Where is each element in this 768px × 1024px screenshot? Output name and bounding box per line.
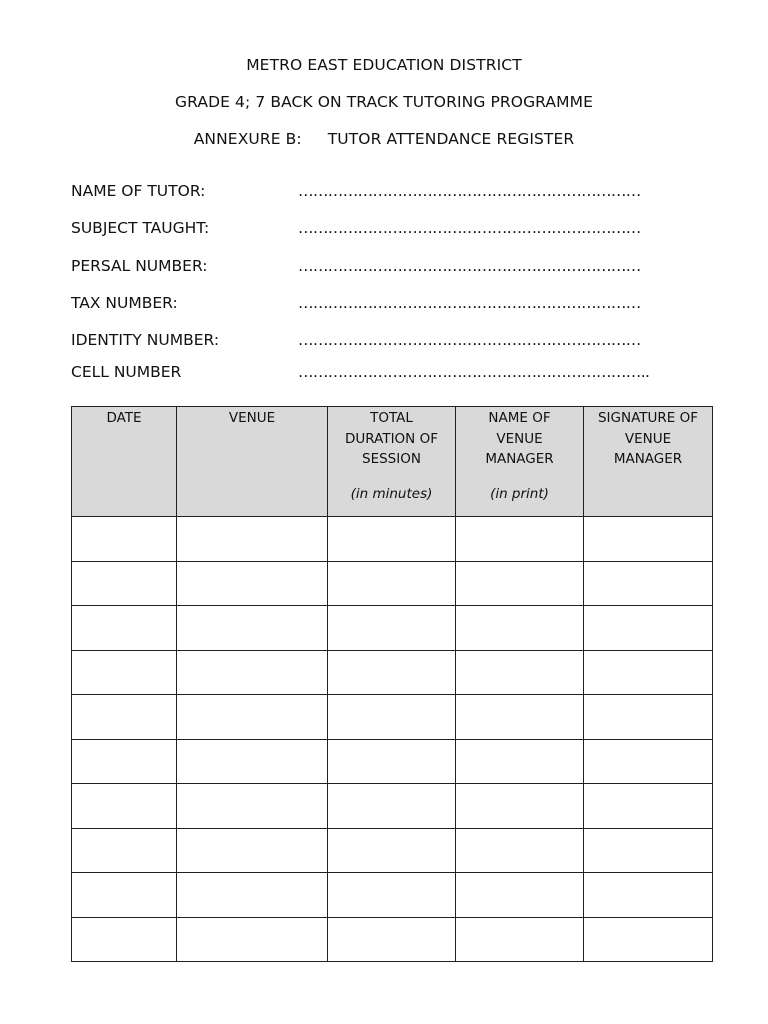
- cell-venue[interactable]: [177, 784, 328, 829]
- cell-venue[interactable]: [177, 739, 328, 784]
- cell-duration[interactable]: [328, 917, 456, 962]
- column-header-label: DATE: [106, 410, 142, 426]
- cell-duration[interactable]: [328, 739, 456, 784]
- cell-venue[interactable]: [177, 828, 328, 873]
- field-label: SUBJECT TAUGHT:: [71, 219, 210, 237]
- column-header-label: TOTAL DURATION OF SESSION: [345, 410, 438, 467]
- cell-manager-signature[interactable]: [584, 873, 713, 918]
- field-blank-line[interactable]: ……………………………………………………………: [298, 257, 641, 275]
- cell-duration[interactable]: [328, 606, 456, 651]
- field-tax-number: [71, 294, 641, 316]
- attendance-register-table: [71, 406, 713, 962]
- cell-manager-signature[interactable]: [584, 739, 713, 784]
- cell-date[interactable]: [72, 917, 177, 962]
- table-row: [72, 606, 713, 651]
- field-name-of-tutor: [71, 182, 641, 204]
- column-header-venue: [177, 407, 328, 517]
- cell-manager-signature[interactable]: [584, 606, 713, 651]
- cell-date[interactable]: [72, 695, 177, 740]
- register-title: TUTOR ATTENDANCE REGISTER: [327, 130, 575, 148]
- field-label: IDENTITY NUMBER:: [71, 331, 220, 349]
- cell-date[interactable]: [72, 517, 177, 562]
- cell-duration[interactable]: [328, 650, 456, 695]
- field-blank-line[interactable]: ……………………………………………………………: [298, 182, 641, 200]
- field-blank-line[interactable]: ……………………………………………………………: [298, 294, 641, 312]
- cell-manager-name[interactable]: [456, 917, 584, 962]
- column-header-note: (in minutes): [350, 485, 433, 502]
- programme-title: GRADE 4; 7 BACK ON TRACK TUTORING PROGRAMME: [175, 93, 593, 111]
- cell-venue[interactable]: [177, 650, 328, 695]
- cell-duration[interactable]: [328, 873, 456, 918]
- cell-venue[interactable]: [177, 517, 328, 562]
- cell-manager-signature[interactable]: [584, 695, 713, 740]
- table-row: [72, 650, 713, 695]
- column-header-manager-signature: [584, 407, 713, 517]
- cell-manager-signature[interactable]: [584, 784, 713, 829]
- cell-manager-name[interactable]: [456, 517, 584, 562]
- cell-duration[interactable]: [328, 561, 456, 606]
- cell-manager-name[interactable]: [456, 828, 584, 873]
- column-header-label: VENUE: [228, 410, 276, 426]
- cell-manager-name[interactable]: [456, 561, 584, 606]
- cell-manager-signature[interactable]: [584, 561, 713, 606]
- cell-manager-signature[interactable]: [584, 917, 713, 962]
- table-row: [72, 739, 713, 784]
- field-label: TAX NUMBER:: [71, 294, 178, 312]
- cell-date[interactable]: [72, 561, 177, 606]
- cell-manager-signature[interactable]: [584, 517, 713, 562]
- district-title: METRO EAST EDUCATION DISTRICT: [246, 56, 522, 74]
- cell-manager-name[interactable]: [456, 606, 584, 651]
- field-blank-line[interactable]: ……………………………………………………………: [298, 331, 641, 349]
- column-header-label: SIGNATURE OF VENUE MANAGER: [597, 410, 699, 467]
- cell-date[interactable]: [72, 739, 177, 784]
- cell-venue[interactable]: [177, 561, 328, 606]
- cell-venue[interactable]: [177, 695, 328, 740]
- table-row: [72, 695, 713, 740]
- cell-manager-name[interactable]: [456, 695, 584, 740]
- table-row: [72, 784, 713, 829]
- cell-manager-signature[interactable]: [584, 650, 713, 695]
- cell-venue[interactable]: [177, 606, 328, 651]
- field-cell-number: [71, 363, 650, 385]
- table-row: [72, 828, 713, 873]
- cell-date[interactable]: [72, 606, 177, 651]
- table-header-row: [72, 407, 713, 517]
- table-row: [72, 873, 713, 918]
- cell-venue[interactable]: [177, 917, 328, 962]
- table-row: [72, 561, 713, 606]
- field-blank-line[interactable]: ……………………………………………………………..: [298, 363, 650, 381]
- column-header-duration: [328, 407, 456, 517]
- table-row: [72, 917, 713, 962]
- column-header-manager-name: [456, 407, 584, 517]
- cell-manager-name[interactable]: [456, 739, 584, 784]
- field-label: NAME OF TUTOR:: [71, 182, 206, 200]
- field-label: CELL NUMBER: [71, 363, 182, 381]
- column-header-date: [72, 407, 177, 517]
- cell-manager-name[interactable]: [456, 650, 584, 695]
- cell-venue[interactable]: [177, 873, 328, 918]
- column-header-note: (in print): [490, 485, 549, 502]
- cell-manager-name[interactable]: [456, 784, 584, 829]
- cell-duration[interactable]: [328, 517, 456, 562]
- field-blank-line[interactable]: ……………………………………………………………: [298, 219, 641, 237]
- table-row: [72, 517, 713, 562]
- cell-manager-signature[interactable]: [584, 828, 713, 873]
- field-label: PERSAL NUMBER:: [71, 257, 208, 275]
- field-identity-number: [71, 331, 641, 353]
- field-subject-taught: [71, 219, 641, 241]
- cell-date[interactable]: [72, 828, 177, 873]
- cell-date[interactable]: [72, 873, 177, 918]
- cell-manager-name[interactable]: [456, 873, 584, 918]
- cell-date[interactable]: [72, 784, 177, 829]
- annexure-label: ANNEXURE B:: [193, 130, 302, 148]
- cell-duration[interactable]: [328, 784, 456, 829]
- cell-duration[interactable]: [328, 828, 456, 873]
- cell-duration[interactable]: [328, 695, 456, 740]
- field-persal-number: [71, 257, 641, 279]
- annexure-title: [0, 130, 768, 148]
- cell-date[interactable]: [72, 650, 177, 695]
- column-header-label: NAME OF VENUE MANAGER: [485, 410, 554, 467]
